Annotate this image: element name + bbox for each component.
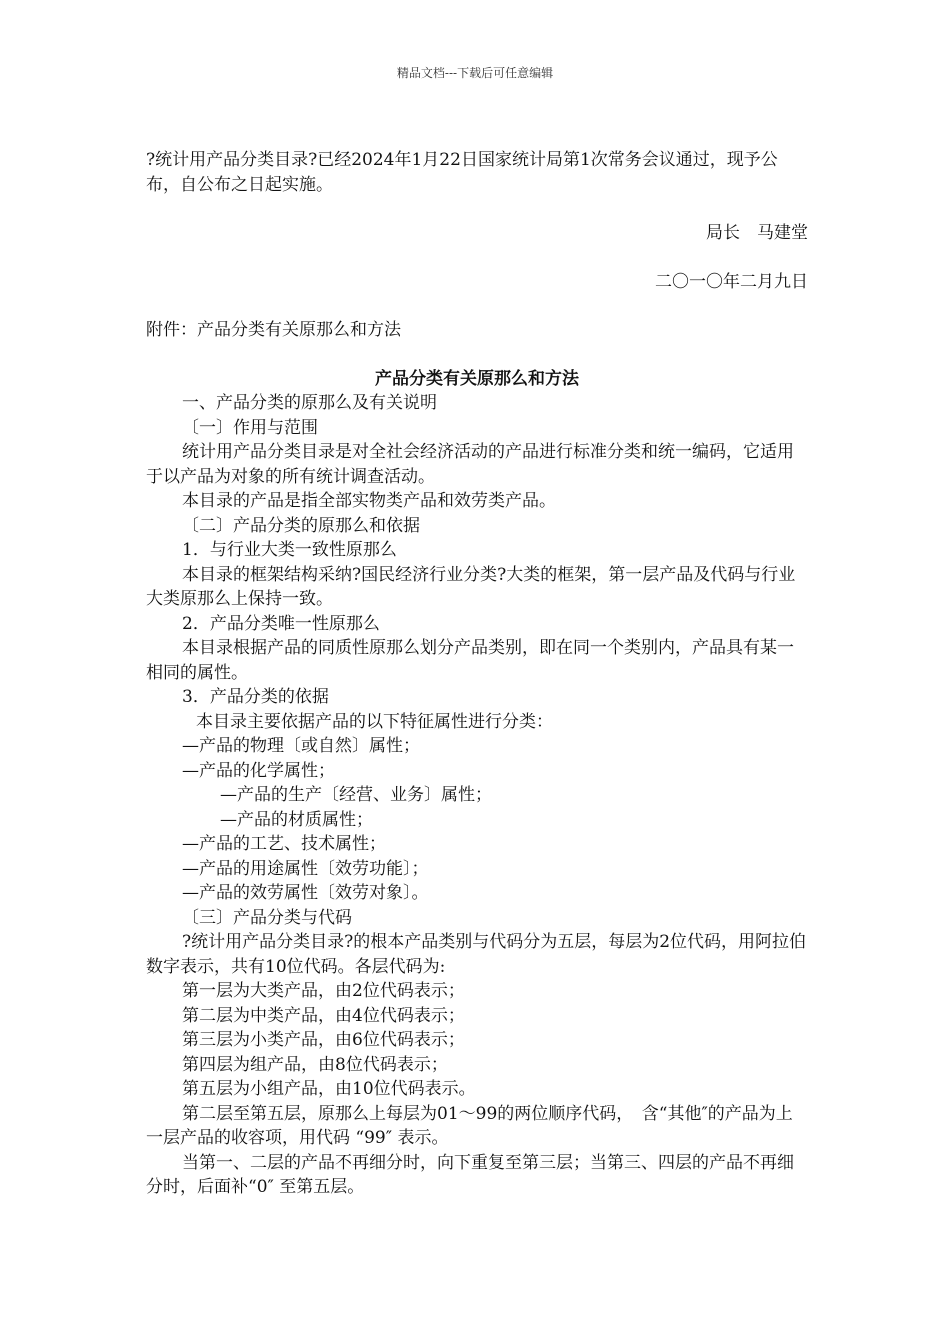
attribute-item: —产品的用途属性〔效劳功能〕； <box>182 858 429 879</box>
attribute-item: —产品的物理〔或自然〕属性； <box>182 736 420 756</box>
layer-item: 第三层为小类产品，由6位代码表示； <box>182 1030 465 1050</box>
layer-item: 第四层为组产品，由8位代码表示； <box>182 1054 448 1075</box>
paragraph: 本目录根据产品的同质性原那么划分产品类别，即在同一个类别内，产品具有某一相同的属性。 <box>146 638 794 683</box>
attribute-item: —产品的工艺、技术属性； <box>182 834 386 854</box>
subsection-heading: 〔三〕产品分类与代码 <box>182 907 352 928</box>
layer-item: 第一层为大类产品，由2位代码表示； <box>182 981 465 1001</box>
page-header: 精品文档---下载后可任意编辑 <box>396 66 554 80</box>
subsection-heading: 〔二〕产品分类的原那么和依据 <box>182 515 420 536</box>
attribute-item: —产品的化学属性； <box>182 760 335 781</box>
date: 二〇一〇年二月九日 <box>655 271 808 292</box>
attribute-item: —产品的生产〔经营、业务〕属性； <box>220 785 492 805</box>
paragraph: 本目录的框架结构采纳?国民经济行业分类?大类的框架，第一层产品及代码与行业大类原那么上保持一致。 <box>146 564 796 609</box>
paragraph: 当第一、二层的产品不再细分时，向下重复至第三层；当第三、四层的产品不再细分时，后面补“0″ 至第五层。 <box>146 1152 794 1197</box>
paragraph: 统计用产品分类目录是对全社会经济活动的产品进行标准分类和统一编码，它适用于以产品为对象的所有统计调查活动。 <box>146 442 794 487</box>
rule-heading: 1．与行业大类一致性原那么 <box>182 540 397 560</box>
paragraph: 本目录的产品是指全部实物类产品和效劳类产品。 <box>182 491 556 511</box>
paragraph: 本目录主要依据产品的以下特征属性进行分类： <box>196 711 553 732</box>
rule-heading: 2．产品分类唯一性原那么 <box>182 613 380 634</box>
layer-item: 第五层为小组产品，由10位代码表示。 <box>182 1079 476 1099</box>
section-heading: 一、产品分类的原那么及有关说明 <box>182 393 437 413</box>
document-title: 产品分类有关原那么和方法 <box>375 368 579 389</box>
signer: 局长 马建堂 <box>706 223 808 243</box>
layer-item: 第二层为中类产品，由4位代码表示； <box>182 1005 465 1026</box>
subsection-heading: 〔一〕作用与范围 <box>182 417 318 438</box>
intro-paragraph: ?统计用产品分类目录?已经2024年1月22日国家统计局第1次常务会议通过，现予公布，自公布之日起实施。 <box>146 150 778 195</box>
paragraph: ?统计用产品分类目录?的根本产品类别与代码分为五层，每层为2位代码，用阿拉伯数字表示，共有10位代码。各层代码为: <box>146 932 807 977</box>
attachment-line: 附件：产品分类有关原那么和方法 <box>146 320 401 340</box>
attribute-item: —产品的材质属性； <box>220 809 373 830</box>
attribute-item: —产品的效劳属性〔效劳对象〕。 <box>182 883 429 903</box>
rule-heading: 3．产品分类的依据 <box>182 687 329 707</box>
paragraph: 第二层至第五层，原那么上每层为01～99的两位顺序代码， 含“其他″的产品为上一层产品的收容项，用代码 “99″ 表示。 <box>146 1103 793 1148</box>
document-body <box>146 148 808 1200</box>
